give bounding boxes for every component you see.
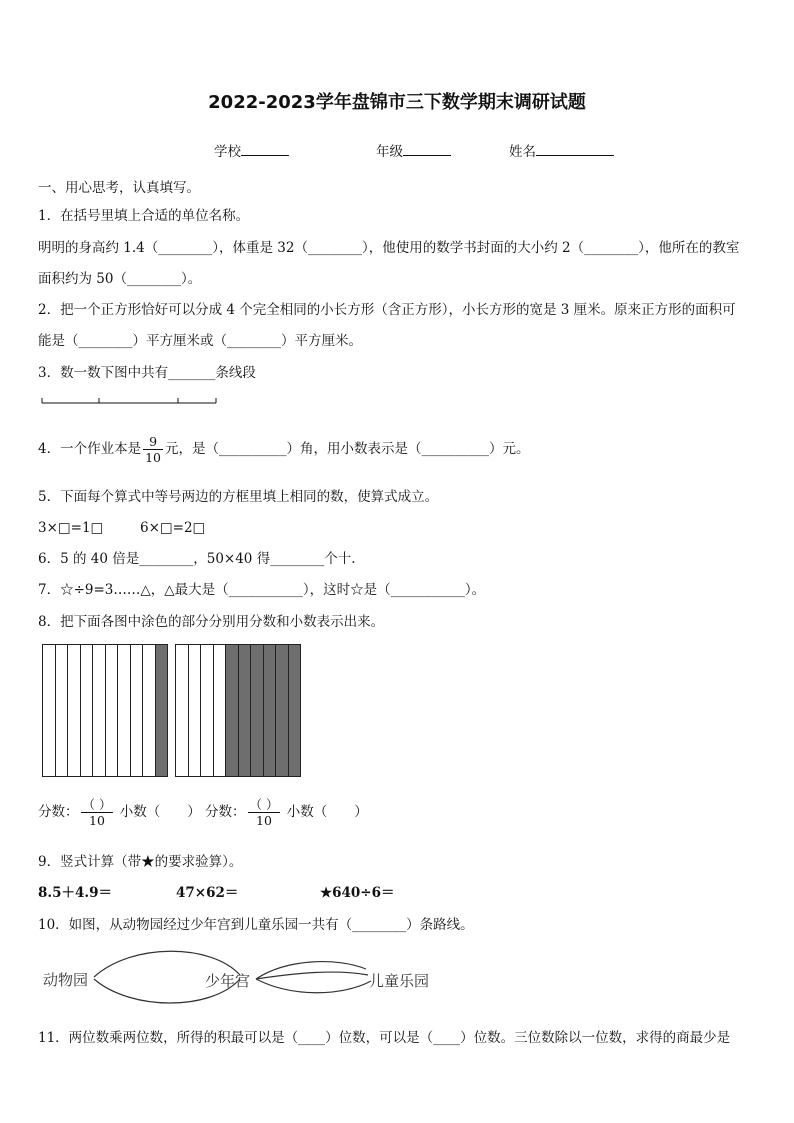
grid-cell <box>201 645 214 776</box>
q4-frac-num: 9 <box>143 434 163 450</box>
q4-fraction <box>143 434 163 465</box>
shaded-grid-2 <box>175 644 301 777</box>
grid-cell-shaded <box>289 645 301 776</box>
grid-cell <box>56 645 69 776</box>
q8-decimal-label-1: 小数（ ） <box>119 804 201 820</box>
q5-stem: 5．下面每个算式中等号两边的方框里填上相同的数，使算式成立。 <box>38 489 439 505</box>
grid-cell <box>189 645 202 776</box>
grade-field[interactable] <box>376 141 451 160</box>
route-arc-middle-right <box>256 972 368 979</box>
q8-answer-2 <box>205 795 368 829</box>
grid-cell-shaded <box>226 645 239 776</box>
grid-cell-shaded <box>276 645 289 776</box>
q9-calc2: 47×62＝ <box>176 885 239 901</box>
q10-text: 10．如图，从动物园经过少年宫到儿童乐园一共有（________）条路线。 <box>38 917 474 933</box>
grid-cell <box>118 645 131 776</box>
school-blank[interactable] <box>241 141 289 156</box>
grid-cell-shaded <box>251 645 264 776</box>
place-zoo: 动物园 <box>43 971 89 989</box>
q4-frac-den: 10 <box>145 450 161 465</box>
q4-after: 元，是（__________）角，用小数表示是（__________）元。 <box>165 441 530 457</box>
grid-cell <box>176 645 189 776</box>
grid-cell <box>68 645 81 776</box>
q6-text: 6．5 的 40 倍是________，50×40 得________个十. <box>38 551 356 567</box>
q1-line1: 明明的身高约 1.4（________），体重是 32（________），他使用的数学书封面的大小约 2（________），他所在的教室 <box>38 240 740 256</box>
grade-blank[interactable] <box>403 141 451 156</box>
q8-fraction-2 <box>248 797 281 828</box>
q8-fraction-label-2: 分数： <box>205 804 246 820</box>
q9-stem: 9．竖式计算（带★的要求验算）。 <box>38 854 243 870</box>
q9-calc3: ★640÷6＝ <box>320 885 395 901</box>
q8-fraction-1 <box>81 797 114 828</box>
q2-line2: 能是（________）平方厘米或（________）平方厘米。 <box>38 333 362 349</box>
q1-line2: 面积约为 50（________）。 <box>38 271 202 287</box>
q1-stem: 1．在括号里填上合适的单位名称。 <box>38 208 250 224</box>
grid-cell <box>43 645 56 776</box>
section-heading-1: 一、用心思考，认真填写。 <box>38 180 200 196</box>
q7-text: 7．☆÷9=3……△，△最大是（___________），这时☆是（___________）。 <box>38 582 486 598</box>
q5-expr1: 3×□=1□ <box>38 520 104 536</box>
place-youth-palace: 少年宫 <box>205 972 251 990</box>
q8-frac-num-1: （ ） <box>82 797 112 812</box>
q8-stem: 8．把下面各图中涂色的部分分别用分数和小数表示出来。 <box>38 614 385 630</box>
grade-label: 年级 <box>376 144 403 160</box>
place-childrens-park: 儿童乐园 <box>369 972 430 990</box>
route-arc-lower-right <box>256 979 371 993</box>
name-field[interactable] <box>509 141 614 160</box>
q9-calc1: 8.5＋4.9＝ <box>38 885 112 901</box>
page-title: 2022-2023学年盘锦市三下数学期末调研试题 <box>208 92 586 113</box>
grid-cell <box>143 645 156 776</box>
name-label: 姓名 <box>509 144 536 160</box>
q8-frac-den-2: 10 <box>256 813 272 828</box>
school-field[interactable] <box>214 141 289 160</box>
grid-cell <box>93 645 106 776</box>
grid-cell <box>131 645 144 776</box>
q3-text: 3．数一数下图中共有_______条线段 <box>38 365 256 381</box>
q5-expr2: 6×□=2□ <box>140 520 206 536</box>
shaded-grid-1 <box>42 644 168 777</box>
q8-answer-1 <box>38 795 201 829</box>
q11-text: 11．两位数乘两位数，所得的积最可以是（____）位数，可以是（____）位数。三位数除以一位数，求得的商最少是 <box>38 1030 731 1046</box>
school-label: 学校 <box>214 144 241 160</box>
grid-cell-shaded <box>239 645 252 776</box>
segment-figure <box>40 394 220 408</box>
grid-cell <box>81 645 94 776</box>
q4-line <box>38 432 530 466</box>
grid-cell <box>214 645 227 776</box>
q4-before: 4．一个作业本是 <box>38 441 142 457</box>
grid-cell-shaded <box>156 645 168 776</box>
name-blank[interactable] <box>536 141 614 156</box>
q8-frac-den-1: 10 <box>89 813 105 828</box>
grid-cell-shaded <box>264 645 277 776</box>
q8-fraction-label-1: 分数： <box>38 804 79 820</box>
q2-line1: 2．把一个正方形恰好可以分成 4 个完全相同的小长方形（含正方形），小长方形的宽是 3 厘米。原来正方形的面积可 <box>38 302 736 318</box>
q8-frac-num-2: （ ） <box>249 797 279 812</box>
grid-cell <box>106 645 119 776</box>
q8-decimal-label-2: 小数（ ） <box>286 804 368 820</box>
